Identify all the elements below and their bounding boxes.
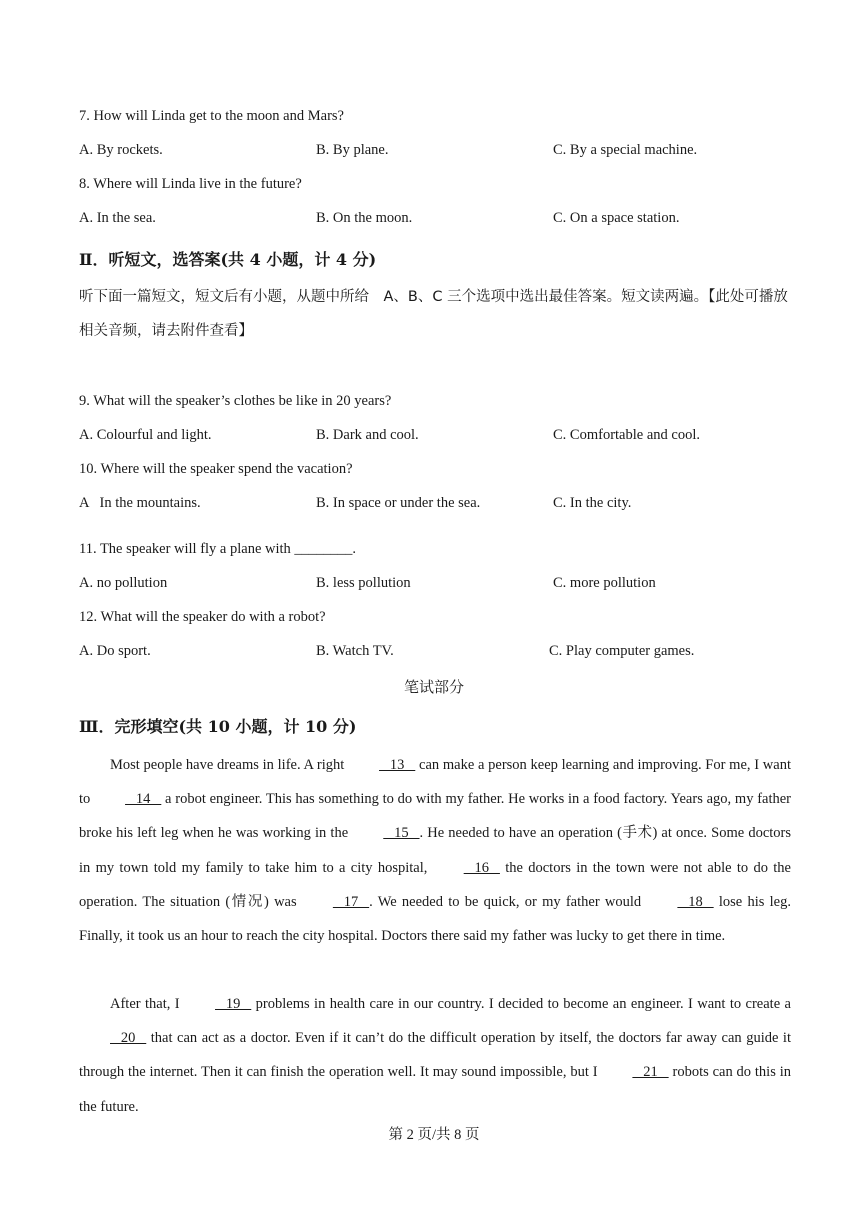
option-b: B. less pollution [316,575,411,591]
cloze-blank: 16 [463,859,500,876]
paragraph-text: can make a person keep learning and improving. For me, I want to [79,757,791,808]
question-stem: 12. What will the speaker do with a robot? [79,609,326,625]
option-b: B. Dark and cool. [316,427,419,443]
paragraph-text: a robot engineer. This has something to do with my father. He works in a food factory. Years ago, my father broke his left leg when he was working in the [79,791,792,842]
option-a: A In the mountains. [79,495,201,511]
option-c: C. Play computer games. [549,643,695,659]
paragraph-text: robots can do this in the future. [79,1064,791,1115]
option-c: C. more pollution [553,575,656,591]
cloze-blank: 18 [677,893,714,910]
option-b: B. Watch TV. [316,643,394,659]
cloze-blank: 19 [215,996,252,1012]
cloze-blank: 14 [125,791,162,808]
cloze-blank: 17 [332,893,370,910]
question-stem: 10. Where will the speaker spend the vacation? [79,461,353,477]
section-title: Ⅱ．听短文，选答案(共 4 小题，计 4 分) [79,250,377,269]
option-c: C. By a special machine. [553,142,698,158]
cloze-blank: 20 [110,1030,147,1047]
page-footer: 第 2 页/共 8 页 [388,1127,480,1143]
option-c: C. Comfortable and cool. [553,427,700,443]
paragraph-text: After that, I [110,996,185,1012]
part-heading: 笔试部分 [403,678,464,696]
paragraph-text: the doctors in the town were not able to do the operation. The situation (情况) was [79,859,791,910]
option-a: A. Do sport. [79,643,151,659]
paragraph-text: that can act as a doctor. Even if it can’t do the difficult operation by itself, the doctors far away can guide it through the internet. Then it can finish the operation well. It may sound impossible, but I [79,1030,791,1081]
paragraph-text: lose his leg. Finally, it took us an hour to reach the city hospital. Doctors there said my father was lucky to get there in time. [79,893,791,945]
option-a: A. In the sea. [79,210,156,226]
question-stem: 8. Where will Linda live in the future? [79,176,302,192]
option-c: C. In the city. [553,495,632,511]
paragraph-text: . We needed to be quick, or my father would [369,893,647,910]
cloze-blank: 15 [383,825,420,842]
option-a: A. By rockets. [79,142,163,158]
cloze-blank: 13 [379,757,416,773]
option-b: B. By plane. [316,142,389,158]
option-a: A. Colourful and light. [79,427,212,443]
paragraph-text: Most people have dreams in life. A right [110,757,349,773]
cloze-paragraph-2 [79,987,791,1124]
question-stem: 11. The speaker will fly a plane with ________. [79,541,357,557]
section-title: Ⅲ．完形填空(共 10 小题，计 10 分) [79,717,357,736]
paragraph-text: problems in health care in our country. I decided to become an engineer. I want to create a [251,996,791,1012]
question-stem: 9. What will the speaker’s clothes be like in 20 years? [79,393,392,409]
option-c: C. On a space station. [553,210,680,226]
option-b: B. In space or under the sea. [316,495,481,511]
option-b: B. On the moon. [316,210,413,226]
cloze-blank: 21 [632,1064,669,1081]
question-stem: 7. How will Linda get to the moon and Mars? [79,108,344,124]
section-instruction: 听下面一篇短文，短文后有小题，从题中所给 A、B、C 三个选项中选出最佳答案。短文读两遍。【此处可播放相关音频，请去附件查看】 [79,289,788,339]
cloze-paragraph-1 [79,748,791,953]
option-a: A. no pollution [79,575,168,591]
paragraph-text: . He needed to have an operation (手术) at once. Some doctors in my town told my family to take him to a city hospital, [79,825,792,876]
